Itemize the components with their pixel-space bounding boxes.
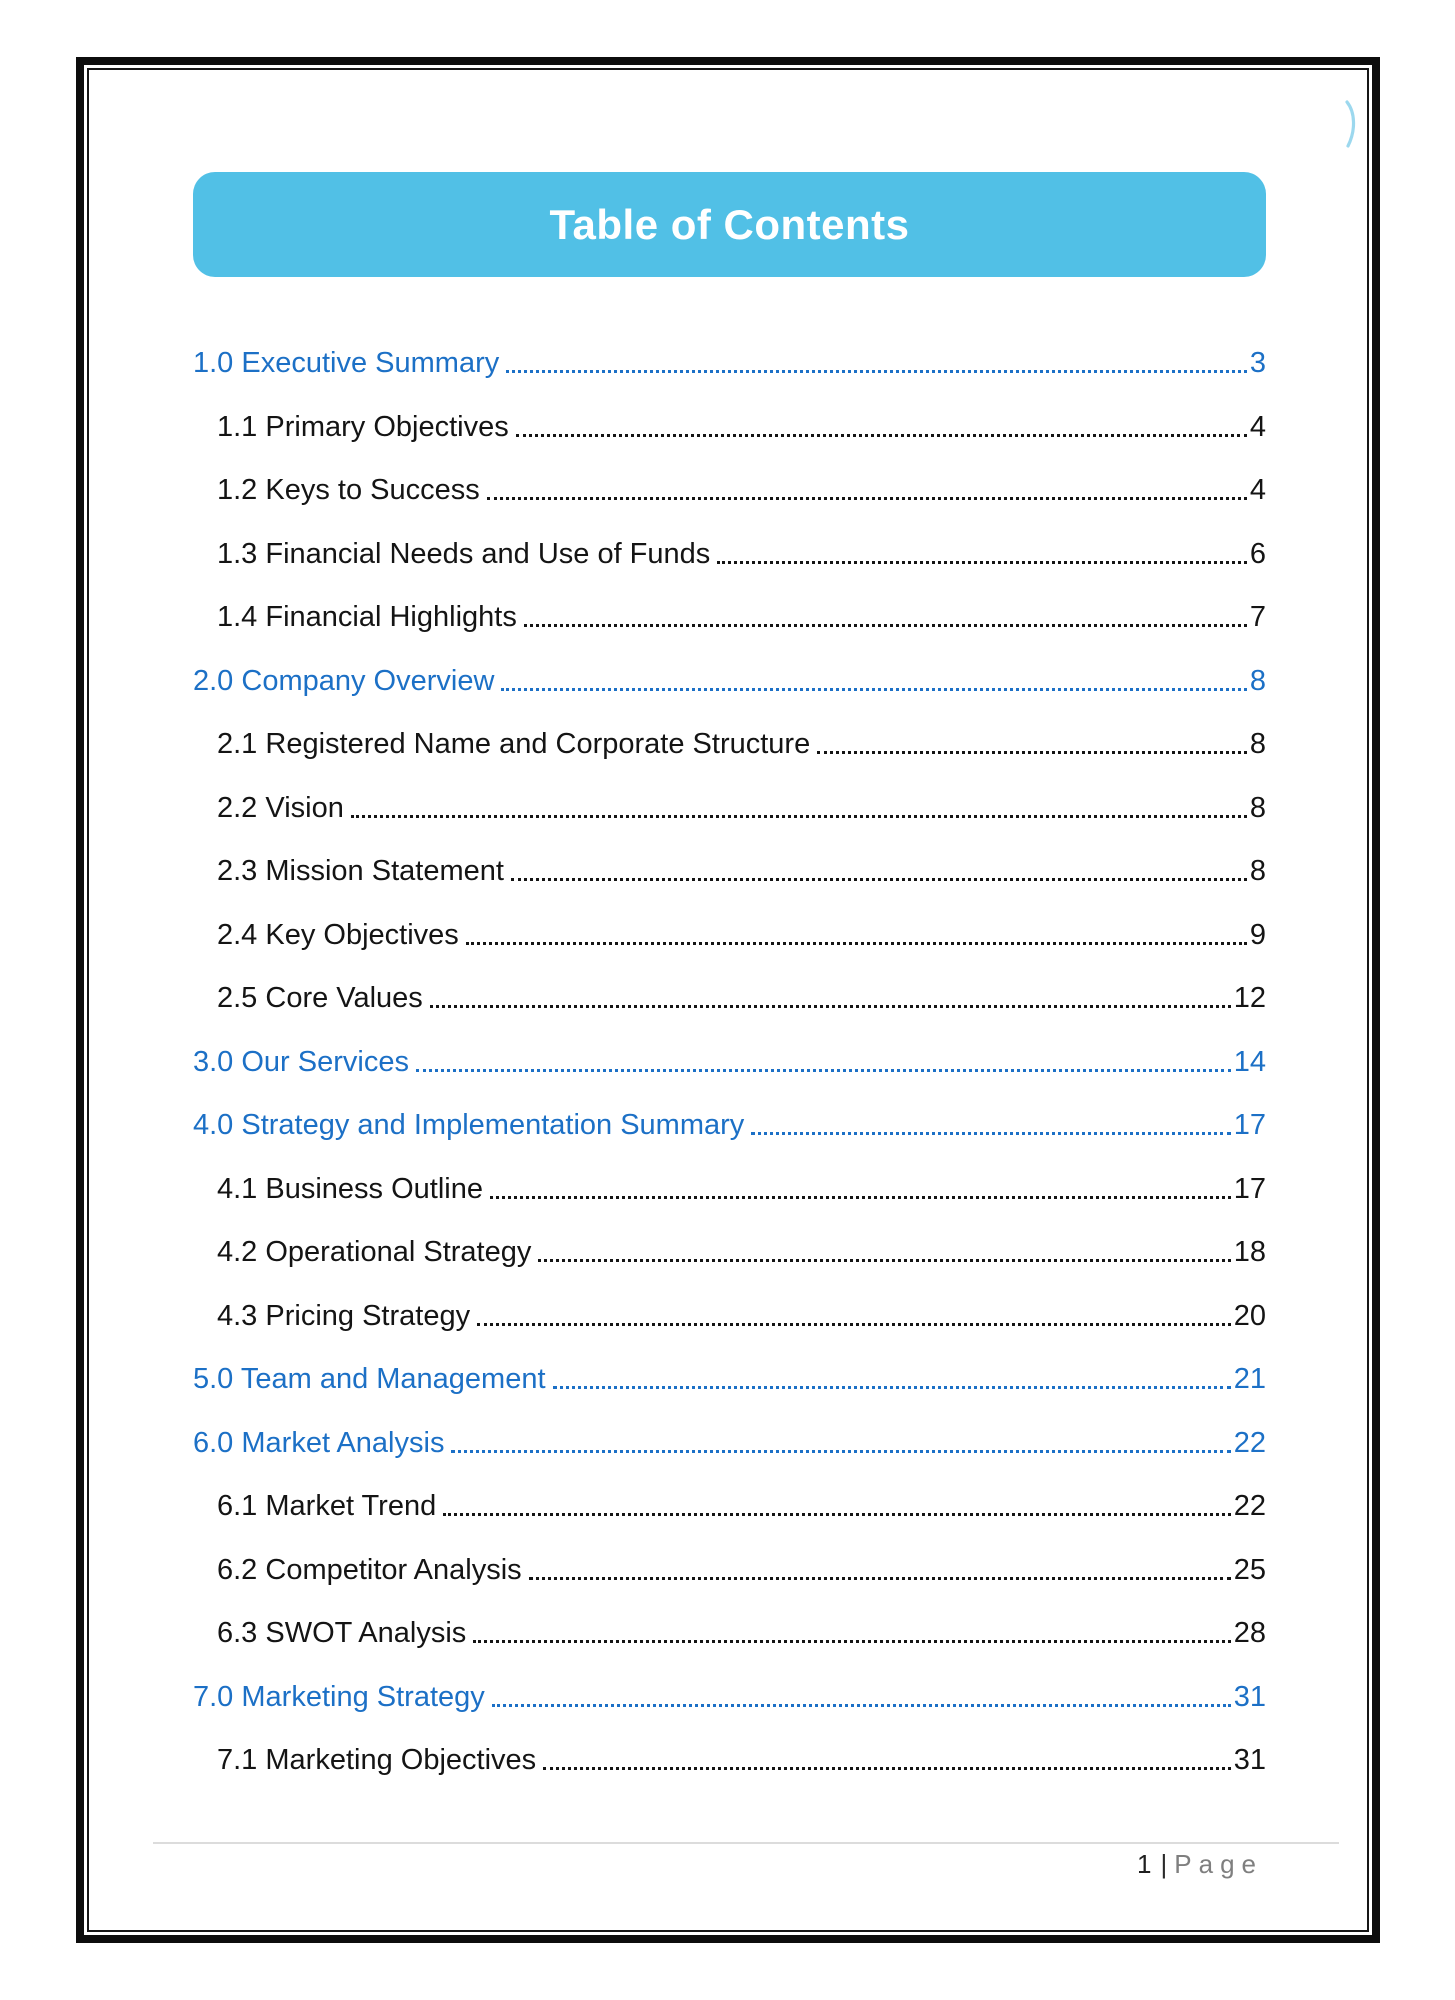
toc-entry[interactable]	[193, 1110, 1266, 1140]
toc-entry-label: 2.1 Registered Name and Corporate Structure	[217, 728, 811, 760]
toc-page-number: 9	[1249, 918, 1266, 951]
toc-entry-label: 1.2 Keys to Success	[217, 474, 480, 506]
toc-entry[interactable]	[193, 1682, 1266, 1712]
toc-page-number: 22	[1233, 1426, 1266, 1459]
toc-entry[interactable]	[193, 666, 1266, 696]
toc-dot-leader	[817, 751, 1247, 754]
toc-dot-leader	[543, 1767, 1231, 1770]
footer-page-label: Page	[1174, 1849, 1263, 1879]
toc-entry[interactable]	[193, 412, 1266, 442]
toc-page-number: 21	[1233, 1363, 1266, 1395]
toc-entry[interactable]	[193, 1745, 1266, 1775]
toc-entry[interactable]	[193, 920, 1266, 950]
toc-dot-leader	[751, 1132, 1230, 1135]
toc-entry-label: 1.3 Financial Needs and Use of Funds	[217, 537, 711, 570]
toc-dot-leader	[351, 815, 1247, 818]
toc-entry-label: 3.0 Our Services	[193, 1045, 409, 1078]
toc-page-number: 20	[1233, 1299, 1266, 1332]
toc-page-number: 17	[1233, 1172, 1266, 1205]
toc-entry[interactable]	[193, 1174, 1266, 1204]
toc-page-number: 3	[1249, 347, 1266, 379]
toc-dot-leader	[501, 688, 1246, 691]
toc-dot-leader	[451, 1450, 1230, 1453]
toc-page-number: 22	[1233, 1490, 1266, 1522]
toc-entry-label: 7.1 Marketing Objectives	[217, 1744, 537, 1776]
toc-page-number: 8	[1249, 664, 1266, 697]
toc-entry[interactable]	[193, 1237, 1266, 1267]
toc-page-number: 31	[1233, 1744, 1266, 1776]
toc-dot-leader	[538, 1259, 1230, 1262]
toc-entry-label: 1.1 Primary Objectives	[217, 410, 509, 443]
toc-page-number: 6	[1249, 537, 1266, 570]
toc-entry-label: 2.0 Company Overview	[193, 664, 495, 697]
page-border-inner-line	[87, 68, 1369, 1932]
toc-entry-label: 1.0 Executive Summary	[193, 347, 500, 379]
toc-entry[interactable]	[193, 348, 1266, 378]
toc-page-number: 8	[1249, 855, 1266, 887]
page-footer	[1137, 1849, 1263, 1879]
toc-dot-leader	[553, 1386, 1231, 1389]
toc-entry-label: 2.3 Mission Statement	[217, 855, 504, 887]
toc-dot-leader	[473, 1640, 1230, 1643]
toc-dot-leader	[416, 1069, 1231, 1072]
toc-entry-label: 6.1 Market Trend	[217, 1490, 437, 1522]
toc-entry[interactable]	[193, 602, 1266, 632]
toc-dot-leader	[490, 1196, 1231, 1199]
toc-entry[interactable]	[193, 793, 1266, 823]
toc-entry[interactable]	[193, 729, 1266, 759]
toc-page-number: 28	[1233, 1617, 1266, 1649]
toc-entry-label: 4.3 Pricing Strategy	[217, 1299, 471, 1332]
toc-entry-label: 5.0 Team and Management	[193, 1363, 546, 1395]
corner-ink-mark	[1343, 100, 1359, 148]
toc-entry-label: 4.2 Operational Strategy	[217, 1236, 532, 1268]
page-border-frame	[76, 57, 1380, 1943]
toc-entry-label: 1.4 Financial Highlights	[217, 601, 517, 633]
toc-entry[interactable]	[193, 1618, 1266, 1648]
toc-entry-label: 6.3 SWOT Analysis	[217, 1617, 467, 1649]
toc-page-number: 12	[1233, 982, 1266, 1014]
toc-entry-label: 7.0 Marketing Strategy	[193, 1680, 485, 1713]
toc-entry-label: 2.2 Vision	[217, 791, 344, 824]
toc-entry[interactable]	[193, 1555, 1266, 1585]
toc-dot-leader	[506, 370, 1247, 373]
toc-list	[193, 348, 1266, 1775]
toc-dot-leader	[717, 561, 1247, 564]
toc-dot-leader	[477, 1323, 1231, 1326]
toc-entry[interactable]	[193, 1364, 1266, 1394]
toc-entry[interactable]	[193, 856, 1266, 886]
toc-dot-leader	[529, 1577, 1231, 1580]
toc-entry-label: 6.2 Competitor Analysis	[217, 1553, 522, 1586]
toc-page-number: 25	[1233, 1553, 1266, 1586]
toc-page-number: 14	[1233, 1045, 1266, 1078]
toc-dot-leader	[511, 878, 1247, 881]
toc-page-number: 31	[1233, 1680, 1266, 1713]
toc-page-number: 18	[1233, 1236, 1266, 1268]
toc-dot-leader	[430, 1005, 1231, 1008]
toc-dot-leader	[524, 624, 1247, 627]
page-title: Table of Contents	[549, 200, 910, 248]
toc-entry[interactable]	[193, 1047, 1266, 1077]
toc-entry-label: 2.5 Core Values	[217, 982, 423, 1014]
toc-entry-label: 4.0 Strategy and Implementation Summary	[193, 1109, 745, 1141]
toc-page-number: 4	[1249, 474, 1266, 506]
toc-entry-label: 4.1 Business Outline	[217, 1172, 483, 1205]
toc-entry-label: 6.0 Market Analysis	[193, 1426, 445, 1459]
toc-dot-leader	[466, 942, 1247, 945]
toc-page-number: 17	[1233, 1109, 1266, 1141]
toc-entry[interactable]	[193, 983, 1266, 1013]
toc-entry[interactable]	[193, 1301, 1266, 1331]
toc-dot-leader	[487, 497, 1247, 500]
toc-dot-leader	[516, 434, 1247, 437]
footer-page-number: 1	[1137, 1849, 1154, 1879]
footer-separator: |	[1160, 1849, 1168, 1879]
toc-title-banner	[193, 172, 1266, 277]
toc-dot-leader	[492, 1704, 1231, 1707]
toc-page-number: 8	[1249, 791, 1266, 824]
toc-entry[interactable]	[193, 1491, 1266, 1521]
toc-page-number: 4	[1249, 410, 1266, 443]
toc-entry[interactable]	[193, 539, 1266, 569]
toc-entry[interactable]	[193, 1428, 1266, 1458]
toc-entry[interactable]	[193, 475, 1266, 505]
toc-page-number: 7	[1249, 601, 1266, 633]
toc-dot-leader	[443, 1513, 1231, 1516]
toc-entry-label: 2.4 Key Objectives	[217, 918, 459, 951]
toc-page-number: 8	[1249, 728, 1266, 760]
footer-divider	[153, 1842, 1339, 1844]
